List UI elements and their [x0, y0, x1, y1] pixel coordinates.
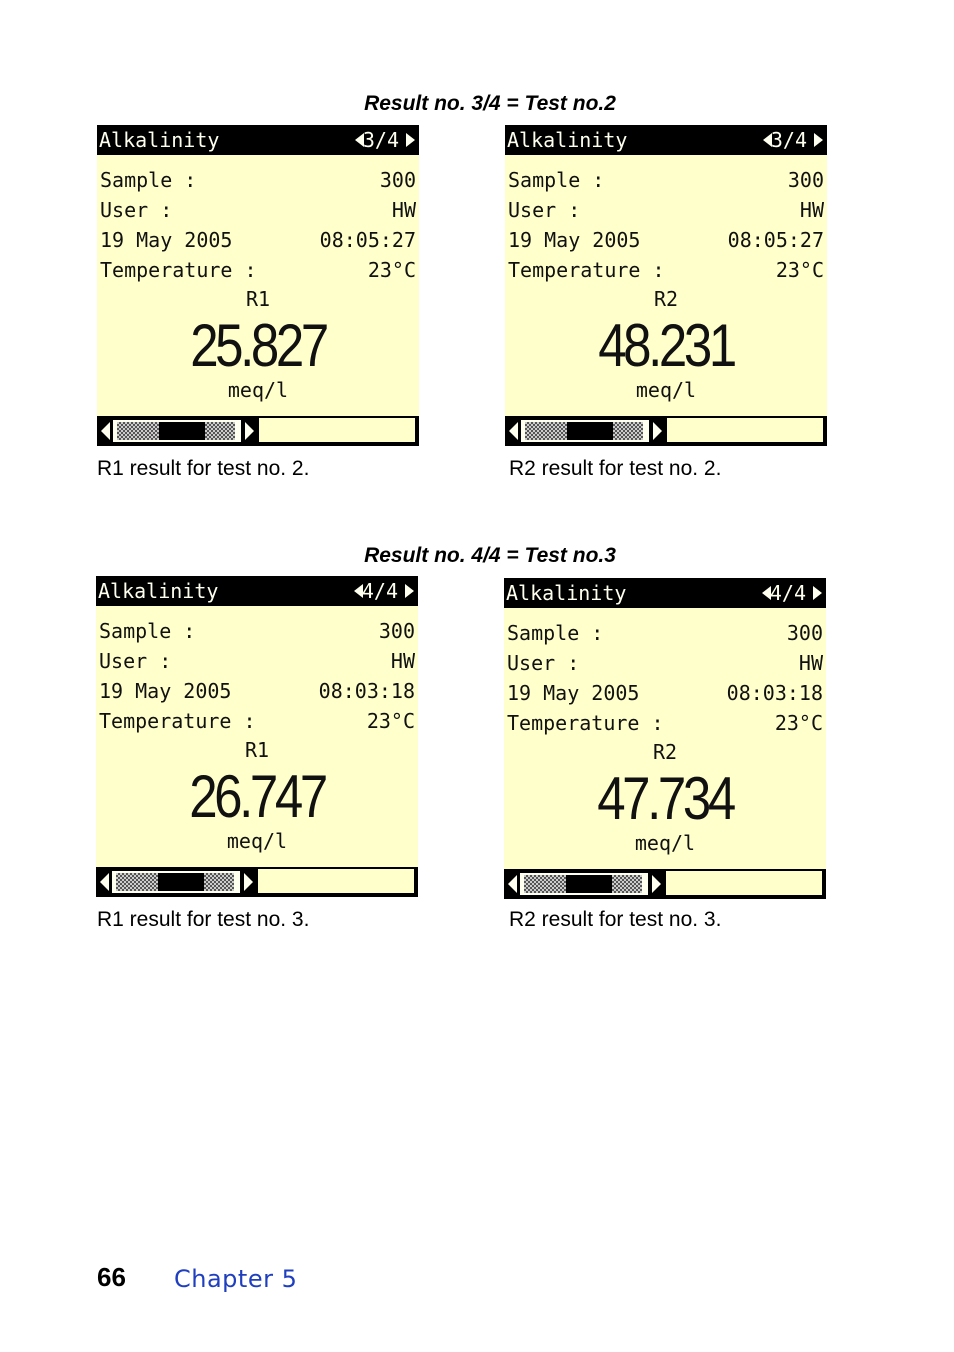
- result-label: R1: [245, 287, 271, 311]
- scrollbar-empty-area: [258, 869, 414, 893]
- result-label: R1: [244, 738, 270, 762]
- temperature-row: [508, 255, 824, 285]
- user-row: [100, 195, 416, 225]
- scrollbar-empty-area: [259, 418, 415, 442]
- method-title: Alkalinity: [98, 579, 219, 603]
- method-title: Alkalinity: [506, 581, 627, 605]
- next-result-icon: [406, 133, 415, 147]
- user-value: HW: [391, 198, 416, 222]
- chapter-link[interactable]: Chapter 5: [174, 1265, 298, 1293]
- temperature-value: 23°C: [366, 709, 415, 733]
- sample-label: Sample :: [99, 619, 196, 643]
- scrollbar-empty-area: [666, 871, 822, 895]
- datetime-row: [99, 676, 415, 706]
- date-value: 19 May 2005: [100, 228, 233, 252]
- screen-titlebar: [504, 578, 826, 608]
- result-unit: meq/l: [227, 378, 289, 402]
- result-unit: meq/l: [634, 831, 696, 855]
- scrollbar-pattern: [117, 422, 159, 440]
- result-scrollbar[interactable]: [96, 867, 418, 897]
- datetime-row: [507, 678, 823, 708]
- date-value: 19 May 2005: [507, 681, 640, 705]
- sample-value: 300: [786, 621, 823, 645]
- scroll-left-icon[interactable]: [100, 873, 109, 891]
- temperature-label: Temperature :: [99, 709, 256, 733]
- datetime-row: [508, 225, 824, 255]
- time-value: 08:03:18: [726, 681, 823, 705]
- screen-titlebar: [96, 576, 418, 606]
- user-row: [507, 648, 823, 678]
- scrollbar-thumb[interactable]: [158, 873, 204, 891]
- temperature-row: [100, 255, 416, 285]
- result-page-indicator: 4/4: [769, 581, 806, 605]
- result-value: 25.827: [190, 312, 326, 379]
- date-value: 19 May 2005: [99, 679, 232, 703]
- user-label: User :: [99, 649, 172, 673]
- sample-label: Sample :: [508, 168, 605, 192]
- result-page-indicator: 4/4: [361, 579, 398, 603]
- page-number: 66: [97, 1262, 126, 1292]
- screen-caption: R2 result for test no. 2.: [509, 457, 722, 480]
- temperature-row: [99, 706, 415, 736]
- screen-caption: R1 result for test no. 2.: [97, 457, 310, 480]
- result-label: R2: [652, 740, 678, 764]
- result-label: R2: [653, 287, 679, 311]
- datetime-row: [100, 225, 416, 255]
- temperature-value: 23°C: [367, 258, 416, 282]
- temperature-label: Temperature :: [508, 258, 665, 282]
- scrollbar-empty-area: [667, 418, 823, 442]
- method-title: Alkalinity: [99, 128, 220, 152]
- scrollbar-thumb[interactable]: [159, 422, 205, 440]
- section-heading: Result no. 4/4 = Test no.3: [364, 544, 616, 567]
- result-page-indicator: 3/4: [770, 128, 807, 152]
- screen-titlebar: [505, 125, 827, 155]
- result-screen: [96, 576, 418, 897]
- time-value: 08:03:18: [318, 679, 415, 703]
- result-screen: [505, 125, 827, 446]
- screen-caption: R2 result for test no. 3.: [509, 908, 722, 931]
- result-screen: [97, 125, 419, 446]
- result-value: 26.747: [189, 763, 325, 830]
- user-value: HW: [798, 651, 823, 675]
- result-scrollbar[interactable]: [97, 416, 419, 446]
- time-value: 08:05:27: [727, 228, 824, 252]
- scrollbar-pattern: [613, 422, 643, 440]
- sample-row: [99, 616, 415, 646]
- scrollbar-pattern: [612, 875, 642, 893]
- section-heading: Result no. 3/4 = Test no.2: [364, 92, 616, 115]
- sample-label: Sample :: [100, 168, 197, 192]
- sample-row: [508, 165, 824, 195]
- scrollbar-pattern: [204, 873, 234, 891]
- scroll-left-icon[interactable]: [101, 422, 110, 440]
- time-value: 08:05:27: [319, 228, 416, 252]
- date-value: 19 May 2005: [508, 228, 641, 252]
- result-scrollbar[interactable]: [505, 416, 827, 446]
- sample-row: [100, 165, 416, 195]
- sample-row: [507, 618, 823, 648]
- result-scrollbar[interactable]: [504, 869, 826, 899]
- result-value: 48.231: [598, 312, 734, 379]
- sample-label: Sample :: [507, 621, 604, 645]
- scroll-right-icon[interactable]: [244, 873, 253, 891]
- scroll-left-icon[interactable]: [508, 875, 517, 893]
- result-screen: [504, 578, 826, 899]
- user-row: [508, 195, 824, 225]
- method-title: Alkalinity: [507, 128, 628, 152]
- scrollbar-thumb[interactable]: [567, 422, 613, 440]
- scrollbar-pattern: [524, 875, 566, 893]
- user-label: User :: [100, 198, 173, 222]
- temperature-value: 23°C: [775, 258, 824, 282]
- next-result-icon: [813, 586, 822, 600]
- screen-titlebar: [97, 125, 419, 155]
- sample-value: 300: [379, 168, 416, 192]
- result-unit: meq/l: [226, 829, 288, 853]
- temperature-value: 23°C: [774, 711, 823, 735]
- scroll-right-icon[interactable]: [245, 422, 254, 440]
- next-result-icon: [405, 584, 414, 598]
- screen-caption: R1 result for test no. 3.: [97, 908, 310, 931]
- scrollbar-pattern: [205, 422, 235, 440]
- scrollbar-track: [112, 871, 240, 893]
- scrollbar-track: [520, 873, 648, 895]
- sample-value: 300: [787, 168, 824, 192]
- result-page-indicator: 3/4: [362, 128, 399, 152]
- user-value: HW: [799, 198, 824, 222]
- scroll-right-icon[interactable]: [652, 875, 661, 893]
- scroll-left-icon[interactable]: [509, 422, 518, 440]
- scrollbar-track: [113, 420, 241, 442]
- scrollbar-thumb[interactable]: [566, 875, 612, 893]
- user-label: User :: [507, 651, 580, 675]
- user-label: User :: [508, 198, 581, 222]
- sample-value: 300: [378, 619, 415, 643]
- next-result-icon: [814, 133, 823, 147]
- temperature-row: [507, 708, 823, 738]
- result-unit: meq/l: [635, 378, 697, 402]
- scrollbar-pattern: [116, 873, 158, 891]
- scroll-right-icon[interactable]: [653, 422, 662, 440]
- user-row: [99, 646, 415, 676]
- result-value: 47.734: [597, 765, 733, 832]
- scrollbar-track: [521, 420, 649, 442]
- temperature-label: Temperature :: [507, 711, 664, 735]
- scrollbar-pattern: [525, 422, 567, 440]
- temperature-label: Temperature :: [100, 258, 257, 282]
- user-value: HW: [390, 649, 415, 673]
